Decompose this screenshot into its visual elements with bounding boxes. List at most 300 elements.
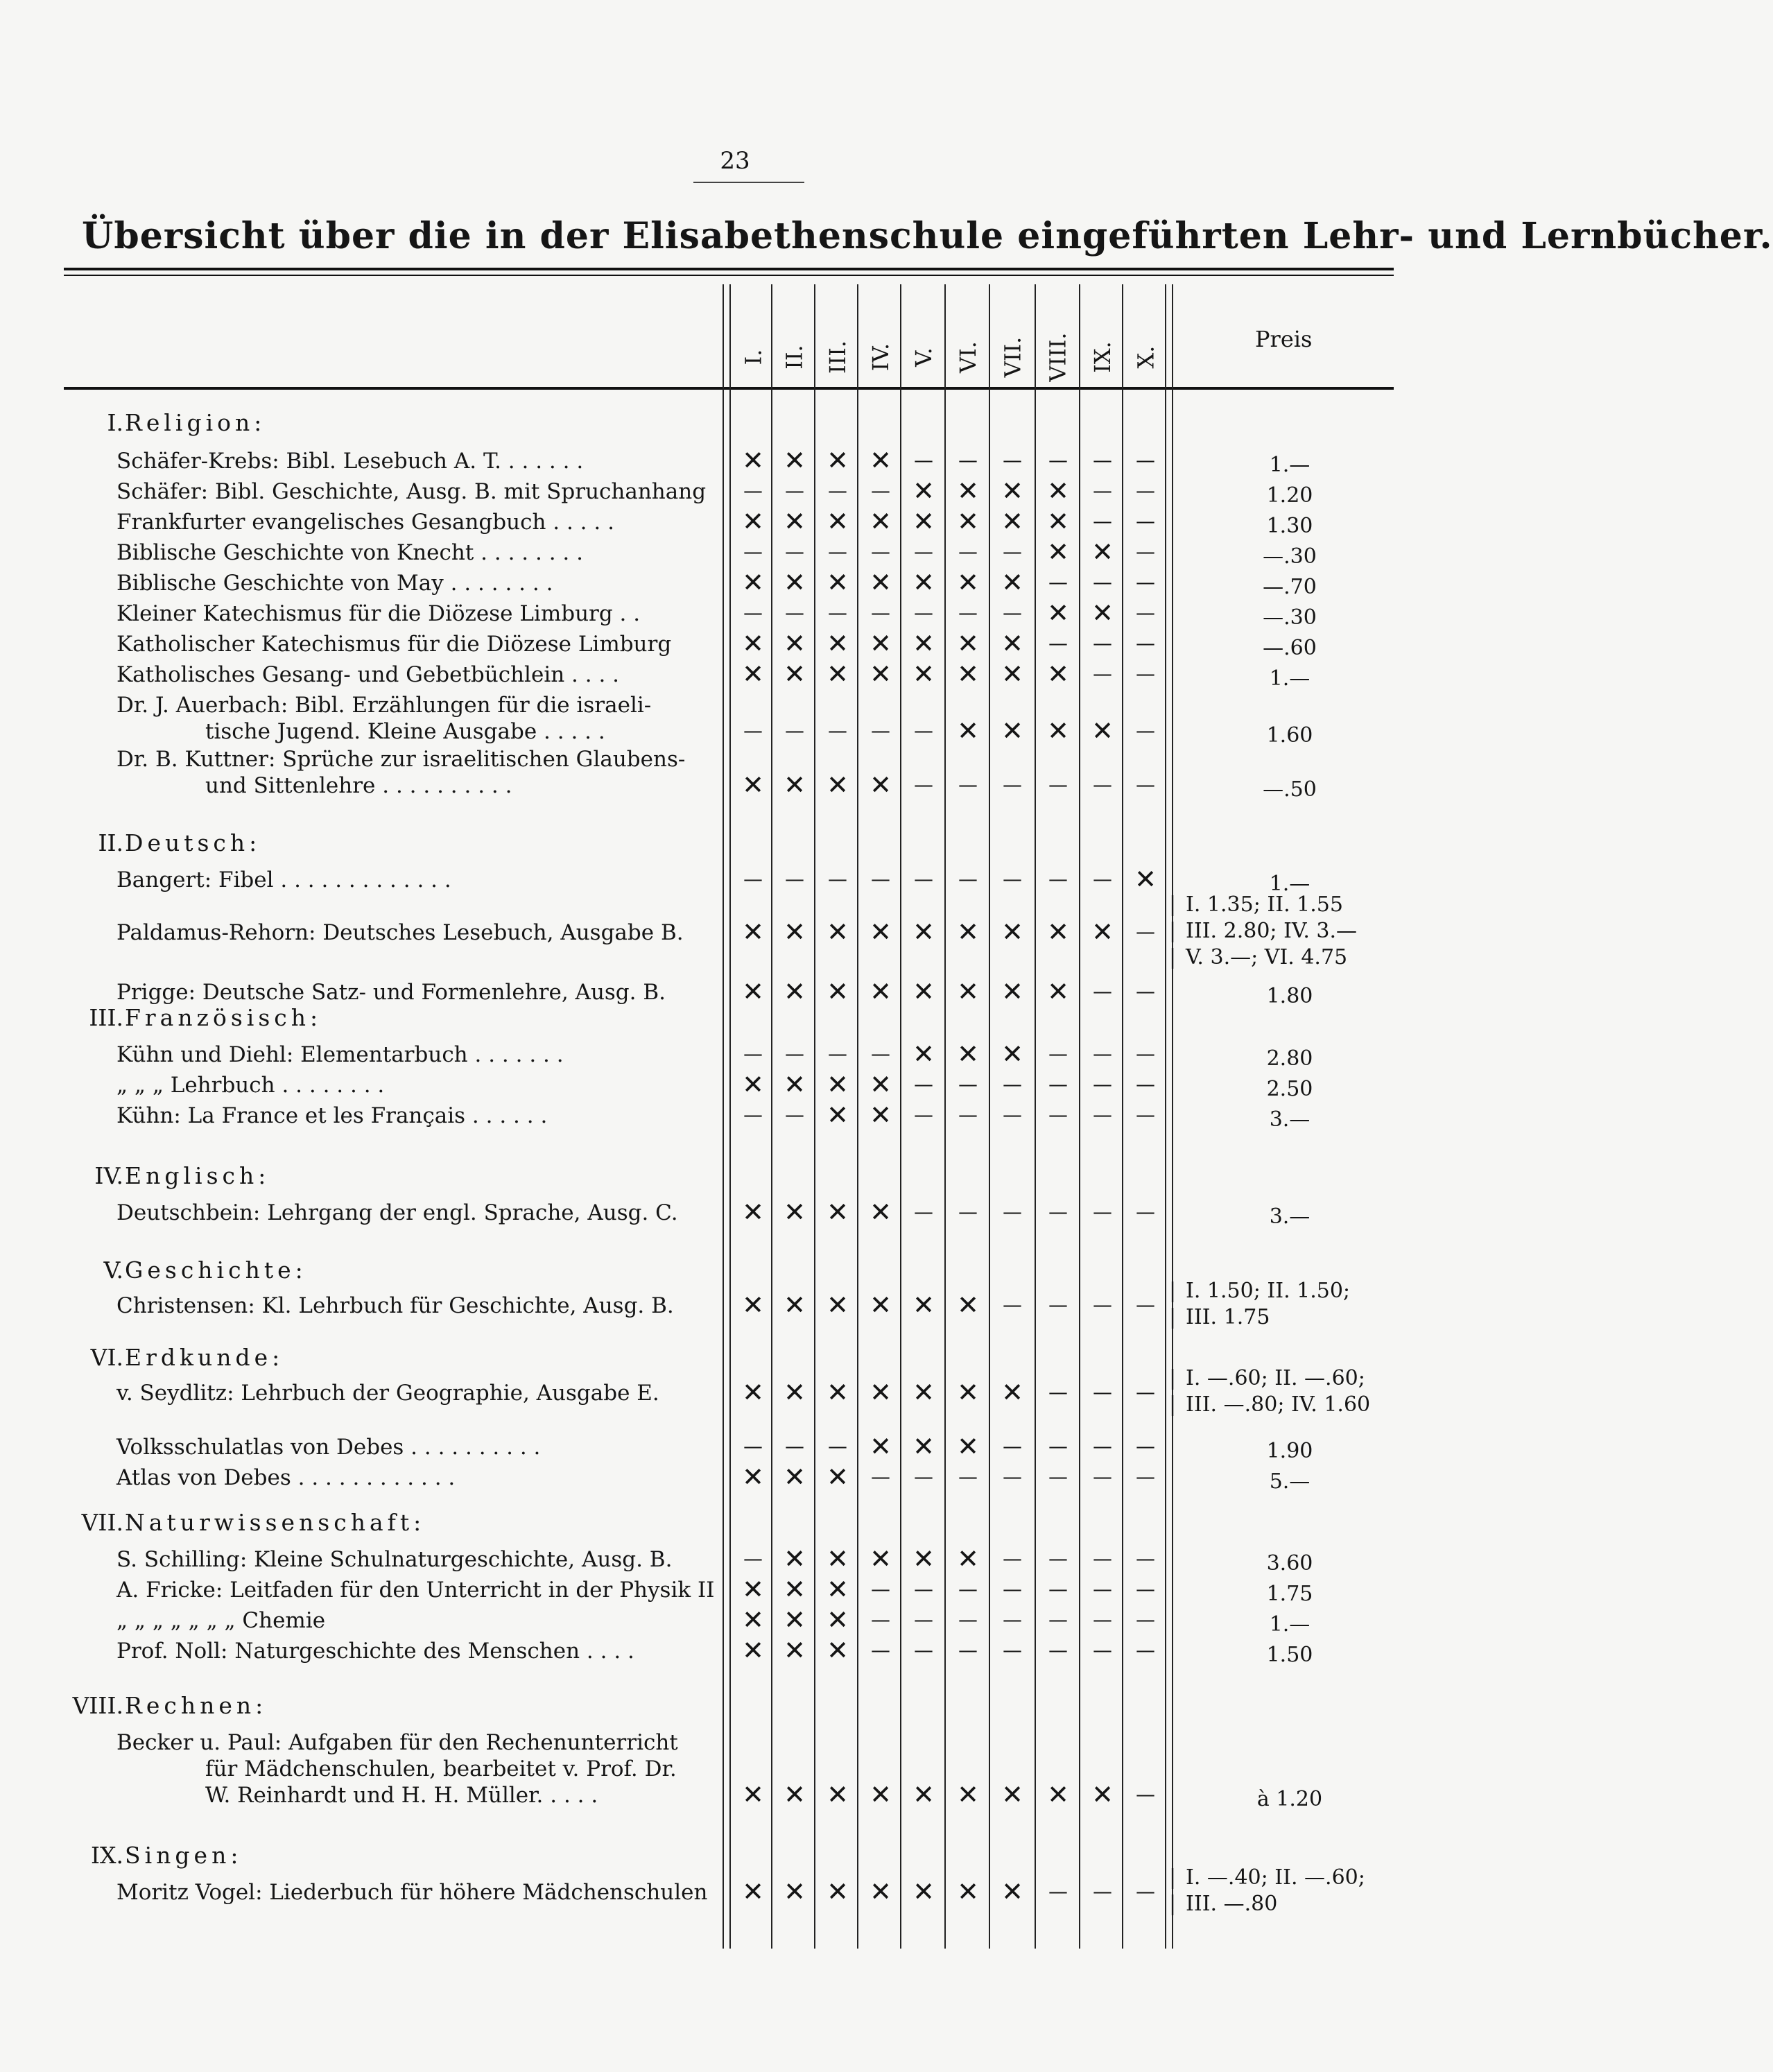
- used-mark: ✕: [1001, 567, 1023, 598]
- not-used-mark: —: [1048, 571, 1068, 594]
- used-mark: ✕: [827, 1605, 849, 1635]
- not-used-mark: —: [1048, 1200, 1068, 1223]
- used-mark: ✕: [913, 567, 935, 598]
- not-used-mark: —: [1093, 1103, 1112, 1126]
- used-mark: ✕: [742, 917, 764, 947]
- used-mark: ✕: [784, 976, 806, 1007]
- not-used-mark: —: [871, 479, 890, 502]
- price-line: 3.60: [1266, 1551, 1313, 1575]
- not-used-mark: —: [871, 1465, 890, 1488]
- price-line: V. 3.—; VI. 4.75: [1186, 945, 1348, 969]
- used-mark: ✕: [913, 917, 935, 947]
- not-used-mark: —: [1048, 449, 1068, 472]
- not-used-mark: —: [1093, 1293, 1112, 1316]
- used-mark: ✕: [1091, 917, 1114, 947]
- book-price: [1234, 483, 1345, 509]
- not-used-mark: —: [914, 601, 933, 624]
- book-title-line: Christensen: Kl. Lehrbuch für Geschichte, Ausg. B.: [116, 1293, 674, 1318]
- not-used-mark: —: [958, 1608, 978, 1631]
- not-used-mark: —: [1048, 1293, 1068, 1316]
- not-used-mark: —: [1048, 1639, 1068, 1661]
- book-entry: [116, 601, 720, 627]
- book-entry: [116, 1879, 720, 1906]
- not-used-mark: —: [958, 449, 978, 472]
- used-mark: ✕: [957, 716, 979, 746]
- price-line: —.50: [1263, 777, 1317, 802]
- book-price: [1234, 452, 1345, 478]
- grade-marks: [724, 917, 1168, 947]
- section-name: Religion:: [125, 409, 266, 436]
- not-used-mark: —: [871, 540, 890, 563]
- not-used-mark: —: [1003, 1073, 1022, 1096]
- price-line: —.30: [1263, 605, 1317, 630]
- used-mark: ✕: [827, 1377, 849, 1408]
- book-title-line: Biblische Geschichte von May . . . . . . . .: [116, 571, 553, 596]
- book-price: [1234, 1786, 1345, 1813]
- used-mark: ✕: [742, 1377, 764, 1408]
- not-used-mark: —: [828, 867, 847, 890]
- book-entry: [116, 539, 720, 566]
- grade-marks: [724, 1635, 1168, 1666]
- book-price: [1234, 605, 1345, 631]
- not-used-mark: —: [828, 719, 847, 742]
- grade-marks: [724, 506, 1168, 537]
- price-line: III. —.80; IV. 1.60: [1186, 1392, 1371, 1417]
- header-rule: [64, 387, 1394, 390]
- used-mark: ✕: [784, 1377, 806, 1408]
- column-header: VII.: [999, 336, 1026, 378]
- used-mark: ✕: [827, 976, 849, 1007]
- used-mark: ✕: [1091, 537, 1114, 567]
- column-header: VIII.: [1045, 332, 1072, 382]
- book-title-line: Deutschbein: Lehrgang der engl. Sprache, Ausg. C.: [116, 1200, 678, 1225]
- book-price: [1234, 1204, 1345, 1230]
- page-number-rule: [693, 182, 804, 183]
- used-mark: ✕: [1047, 506, 1069, 537]
- not-used-mark: —: [914, 1200, 933, 1223]
- price-line: I. —.60; II. —.60;: [1186, 1366, 1365, 1390]
- book-price: [1234, 513, 1345, 539]
- not-used-mark: —: [914, 1578, 933, 1600]
- grade-marks: [724, 537, 1168, 567]
- grade-marks: [724, 445, 1168, 476]
- used-mark: ✕: [1091, 716, 1114, 746]
- page-title: Übersicht über die in der Elisabethenschule eingeführten Lehr- und Lernbücher.: [82, 215, 1773, 257]
- book-entry: [116, 979, 720, 1005]
- not-used-mark: —: [1003, 1465, 1022, 1488]
- used-mark: ✕: [784, 659, 806, 689]
- not-used-mark: —: [914, 1103, 933, 1126]
- section-number: II.: [98, 829, 123, 856]
- grade-marks: [724, 1377, 1168, 1408]
- book-title-line: tische Jugend. Kleine Ausgabe . . . . .: [205, 719, 605, 744]
- not-used-mark: —: [785, 1042, 804, 1065]
- not-used-mark: —: [1136, 1103, 1155, 1126]
- price-line: I. 1.50; II. 1.50;: [1186, 1279, 1351, 1303]
- book-title-line: Biblische Geschichte von Knecht . . . . . . . .: [116, 540, 583, 565]
- section-number: I.: [107, 409, 123, 436]
- used-mark: ✕: [742, 1197, 764, 1227]
- not-used-mark: —: [1093, 1578, 1112, 1600]
- used-mark: ✕: [870, 445, 892, 476]
- used-mark: ✕: [827, 1462, 849, 1492]
- used-mark: ✕: [784, 1462, 806, 1492]
- not-used-mark: —: [1048, 632, 1068, 655]
- used-mark: ✕: [870, 628, 892, 659]
- used-mark: ✕: [827, 1197, 849, 1227]
- not-used-mark: —: [785, 479, 804, 502]
- not-used-mark: —: [1003, 867, 1022, 890]
- book-title-line: A. Fricke: Leitfaden für den Unterricht in der Physik II: [116, 1578, 715, 1603]
- grade-marks: [724, 1197, 1168, 1227]
- book-price: [1234, 574, 1345, 601]
- book-title-line: für Mädchenschulen, bearbeitet v. Prof. Dr.: [205, 1756, 677, 1781]
- used-mark: ✕: [742, 567, 764, 598]
- not-used-mark: —: [1003, 1639, 1022, 1661]
- not-used-mark: —: [1136, 1381, 1155, 1404]
- used-mark: ✕: [957, 476, 979, 506]
- column-header: V.: [910, 347, 937, 367]
- price-line: 1.—: [1269, 453, 1311, 477]
- not-used-mark: —: [914, 449, 933, 472]
- used-mark: ✕: [870, 1069, 892, 1100]
- not-used-mark: —: [1136, 479, 1155, 502]
- used-mark: ✕: [784, 1197, 806, 1227]
- used-mark: ✕: [742, 506, 764, 537]
- not-used-mark: —: [1093, 1435, 1112, 1458]
- used-mark: ✕: [784, 1605, 806, 1635]
- book-title-line: Dr. J. Auerbach: Bibl. Erzählungen für die israeli-: [116, 693, 652, 718]
- book-price: [1234, 1438, 1345, 1465]
- not-used-mark: —: [914, 1639, 933, 1661]
- grade-marks: [724, 1431, 1168, 1462]
- used-mark: ✕: [957, 1290, 979, 1320]
- column-header: I.: [740, 349, 766, 365]
- book-price: [1234, 1107, 1345, 1133]
- used-mark: ✕: [742, 445, 764, 476]
- not-used-mark: —: [958, 1200, 978, 1223]
- grade-marks: [724, 628, 1168, 659]
- section-name: Singen:: [125, 1842, 243, 1869]
- not-used-mark: —: [958, 1578, 978, 1600]
- not-used-mark: —: [828, 479, 847, 502]
- used-mark: ✕: [742, 1605, 764, 1635]
- used-mark: ✕: [957, 659, 979, 689]
- not-used-mark: —: [1048, 1073, 1068, 1096]
- not-used-mark: —: [1003, 540, 1022, 563]
- not-used-mark: —: [1003, 1293, 1022, 1316]
- book-entry: [116, 509, 720, 535]
- grade-marks: [724, 567, 1168, 598]
- used-mark: ✕: [1001, 1876, 1023, 1907]
- column-header: III.: [824, 340, 851, 374]
- not-used-mark: —: [743, 1435, 763, 1458]
- not-used-mark: —: [1136, 1042, 1155, 1065]
- used-mark: ✕: [1047, 537, 1069, 567]
- book-entry: [116, 692, 720, 745]
- not-used-mark: —: [1003, 449, 1022, 472]
- section-name: Französisch:: [125, 1004, 322, 1031]
- not-used-mark: —: [871, 1042, 890, 1065]
- section-number: VIII.: [72, 1692, 123, 1719]
- not-used-mark: —: [1048, 1578, 1068, 1600]
- not-used-mark: —: [1003, 601, 1022, 624]
- used-mark: ✕: [870, 659, 892, 689]
- book-entry: [116, 1380, 720, 1406]
- not-used-mark: —: [828, 1042, 847, 1065]
- not-used-mark: —: [958, 1639, 978, 1661]
- used-mark: ✕: [870, 1544, 892, 1574]
- not-used-mark: —: [743, 540, 763, 563]
- used-mark: ✕: [827, 917, 849, 947]
- not-used-mark: —: [743, 1547, 763, 1570]
- used-mark: ✕: [957, 1876, 979, 1907]
- used-mark: ✕: [870, 1197, 892, 1227]
- price-brace: | |: [1169, 1865, 1177, 1916]
- book-price: [1186, 1278, 1408, 1331]
- column-header: IV.: [867, 343, 894, 372]
- not-used-mark: —: [1093, 510, 1112, 533]
- not-used-mark: —: [1048, 1103, 1068, 1126]
- grade-marks: [724, 1039, 1168, 1069]
- not-used-mark: —: [1048, 773, 1068, 796]
- used-mark: ✕: [957, 1544, 979, 1574]
- not-used-mark: —: [1093, 1465, 1112, 1488]
- book-title-line: Kühn: La France et les Français . . . . . .: [116, 1103, 548, 1128]
- section-number: IV.: [94, 1162, 123, 1189]
- not-used-mark: —: [1048, 1381, 1068, 1404]
- not-used-mark: —: [1136, 632, 1155, 655]
- not-used-mark: —: [785, 867, 804, 890]
- not-used-mark: —: [785, 719, 804, 742]
- price-line: 3.—: [1269, 1107, 1311, 1132]
- used-mark: ✕: [957, 1039, 979, 1069]
- book-entry: [116, 746, 720, 799]
- price-line: —.30: [1263, 544, 1317, 569]
- used-mark: ✕: [870, 506, 892, 537]
- not-used-mark: —: [828, 601, 847, 624]
- not-used-mark: —: [1136, 571, 1155, 594]
- used-mark: ✕: [827, 1876, 849, 1907]
- used-mark: ✕: [1134, 864, 1157, 895]
- book-entry: [116, 1729, 720, 1808]
- used-mark: ✕: [1091, 598, 1114, 628]
- section-number: VI.: [90, 1344, 123, 1371]
- grade-marks: [724, 864, 1168, 895]
- used-mark: ✕: [957, 1779, 979, 1810]
- used-mark: ✕: [957, 506, 979, 537]
- book-entry: [116, 1103, 720, 1129]
- used-mark: ✕: [1001, 628, 1023, 659]
- book-price: [1234, 723, 1345, 749]
- used-mark: ✕: [1091, 1779, 1114, 1810]
- book-title-line: Kleiner Katechismus für die Diözese Limburg . .: [116, 601, 641, 626]
- used-mark: ✕: [957, 567, 979, 598]
- not-used-mark: —: [1136, 662, 1155, 685]
- not-used-mark: —: [871, 601, 890, 624]
- not-used-mark: —: [1136, 601, 1155, 624]
- not-used-mark: —: [958, 540, 978, 563]
- not-used-mark: —: [1048, 1547, 1068, 1570]
- not-used-mark: —: [743, 867, 763, 890]
- book-title-line: W. Reinhardt und H. H. Müller. . . . .: [205, 1783, 598, 1808]
- price-line: 1.75: [1266, 1582, 1313, 1606]
- book-title-line: Moritz Vogel: Liederbuch für höhere Mädchenschulen: [116, 1880, 708, 1905]
- grade-marks: [724, 976, 1168, 1007]
- used-mark: ✕: [742, 1069, 764, 1100]
- grade-marks: [724, 476, 1168, 506]
- book-entry: [116, 1577, 720, 1603]
- section-number: IX.: [90, 1842, 123, 1869]
- not-used-mark: —: [958, 1103, 978, 1126]
- price-line: —.70: [1263, 575, 1317, 599]
- not-used-mark: —: [785, 1103, 804, 1126]
- book-title-line: Kühn und Diehl: Elementarbuch . . . . . . .: [116, 1042, 564, 1067]
- not-used-mark: —: [1093, 1608, 1112, 1631]
- not-used-mark: —: [1003, 1435, 1022, 1458]
- used-mark: ✕: [827, 770, 849, 800]
- not-used-mark: —: [743, 479, 763, 502]
- used-mark: ✕: [1001, 659, 1023, 689]
- used-mark: ✕: [1047, 917, 1069, 947]
- column-rule: [1172, 284, 1173, 1949]
- book-price: [1234, 1551, 1345, 1577]
- section-name: Geschichte:: [125, 1257, 307, 1284]
- used-mark: ✕: [913, 1779, 935, 1810]
- grade-marks: [724, 659, 1168, 689]
- not-used-mark: —: [785, 601, 804, 624]
- price-line: I. 1.35; II. 1.55: [1186, 892, 1343, 917]
- not-used-mark: —: [1048, 1880, 1068, 1903]
- book-title-line: Atlas von Debes . . . . . . . . . . . .: [116, 1465, 456, 1490]
- used-mark: ✕: [784, 1779, 806, 1810]
- book-price: [1234, 983, 1345, 1010]
- not-used-mark: —: [914, 867, 933, 890]
- not-used-mark: —: [1093, 980, 1112, 1003]
- not-used-mark: —: [958, 867, 978, 890]
- book-title-line: Frankfurter evangelisches Gesangbuch . . . . .: [116, 510, 614, 535]
- price-column-header: Preis: [1255, 326, 1313, 352]
- grade-marks: [724, 716, 1168, 746]
- not-used-mark: —: [785, 1435, 804, 1458]
- book-entry: [116, 1607, 720, 1634]
- not-used-mark: —: [828, 540, 847, 563]
- used-mark: ✕: [913, 1290, 935, 1320]
- used-mark: ✕: [784, 770, 806, 800]
- used-mark: ✕: [957, 917, 979, 947]
- book-title-line: Bangert: Fibel . . . . . . . . . . . . .: [116, 867, 451, 892]
- used-mark: ✕: [784, 1069, 806, 1100]
- column-header: VI.: [954, 341, 981, 373]
- not-used-mark: —: [914, 773, 933, 796]
- not-used-mark: —: [1093, 1639, 1112, 1661]
- book-title-line: Schäfer: Bibl. Geschichte, Ausg. B. mit Spruchanhang: [116, 479, 707, 504]
- used-mark: ✕: [1001, 976, 1023, 1007]
- not-used-mark: —: [1136, 1547, 1155, 1570]
- not-used-mark: —: [914, 719, 933, 742]
- book-price: [1234, 1076, 1345, 1103]
- not-used-mark: —: [1136, 980, 1155, 1003]
- not-used-mark: —: [1003, 1200, 1022, 1223]
- not-used-mark: —: [914, 1465, 933, 1488]
- book-entry: [116, 1638, 720, 1664]
- used-mark: ✕: [1001, 506, 1023, 537]
- used-mark: ✕: [913, 1431, 935, 1462]
- not-used-mark: —: [1003, 1608, 1022, 1631]
- book-price: [1234, 1612, 1345, 1638]
- book-title-line: „ „ „ „ „ „ „ Chemie: [116, 1608, 326, 1633]
- book-price: [1186, 892, 1408, 971]
- book-title-line: Schäfer-Krebs: Bibl. Lesebuch A. T. . . . . . .: [116, 449, 584, 474]
- book-entry: [116, 1434, 720, 1460]
- used-mark: ✕: [870, 567, 892, 598]
- section-number: VII.: [81, 1509, 123, 1536]
- not-used-mark: —: [958, 1465, 978, 1488]
- grade-marks: [724, 1779, 1168, 1810]
- grade-marks: [724, 1876, 1168, 1907]
- price-line: 1.—: [1269, 666, 1311, 691]
- book-entry: [116, 448, 720, 474]
- book-price: [1234, 635, 1345, 662]
- not-used-mark: —: [958, 773, 978, 796]
- not-used-mark: —: [1093, 479, 1112, 502]
- page-number: 23: [720, 147, 750, 175]
- section-name: Rechnen:: [125, 1692, 268, 1719]
- used-mark: ✕: [913, 1544, 935, 1574]
- price-brace: | | |: [1169, 892, 1177, 969]
- not-used-mark: —: [1003, 1547, 1022, 1570]
- used-mark: ✕: [1001, 917, 1023, 947]
- used-mark: ✕: [742, 1635, 764, 1666]
- not-used-mark: —: [958, 1073, 978, 1096]
- column-header: X.: [1132, 345, 1159, 369]
- not-used-mark: —: [1136, 1880, 1155, 1903]
- price-line: 3.—: [1269, 1205, 1311, 1229]
- used-mark: ✕: [870, 1779, 892, 1810]
- not-used-mark: —: [1136, 1465, 1155, 1488]
- not-used-mark: —: [871, 867, 890, 890]
- book-title-line: v. Seydlitz: Lehrbuch der Geographie, Ausgabe E.: [116, 1381, 659, 1406]
- price-brace: | |: [1169, 1279, 1177, 1329]
- not-used-mark: —: [1003, 773, 1022, 796]
- used-mark: ✕: [742, 1462, 764, 1492]
- column-header: IX.: [1089, 341, 1116, 373]
- used-mark: ✕: [827, 506, 849, 537]
- not-used-mark: —: [1136, 920, 1155, 943]
- book-title-line: Becker u. Paul: Aufgaben für den Rechenunterricht: [116, 1730, 678, 1755]
- grade-marks: [724, 1290, 1168, 1320]
- used-mark: ✕: [742, 1876, 764, 1907]
- used-mark: ✕: [1047, 1779, 1069, 1810]
- used-mark: ✕: [1001, 1039, 1023, 1069]
- section-number: III.: [89, 1004, 123, 1031]
- not-used-mark: —: [1093, 1200, 1112, 1223]
- price-line: 1.80: [1266, 984, 1313, 1008]
- price-line: 1.50: [1266, 1643, 1313, 1667]
- not-used-mark: —: [1136, 1608, 1155, 1631]
- not-used-mark: —: [1048, 1465, 1068, 1488]
- not-used-mark: —: [1093, 1381, 1112, 1404]
- not-used-mark: —: [1003, 1103, 1022, 1126]
- used-mark: ✕: [870, 1876, 892, 1907]
- used-mark: ✕: [827, 1069, 849, 1100]
- grade-marks: [724, 1069, 1168, 1100]
- book-title-line: und Sittenlehre . . . . . . . . . .: [205, 773, 512, 798]
- price-line: III. 1.75: [1186, 1305, 1270, 1329]
- not-used-mark: —: [1136, 1073, 1155, 1096]
- not-used-mark: —: [1048, 1042, 1068, 1065]
- not-used-mark: —: [871, 1578, 890, 1600]
